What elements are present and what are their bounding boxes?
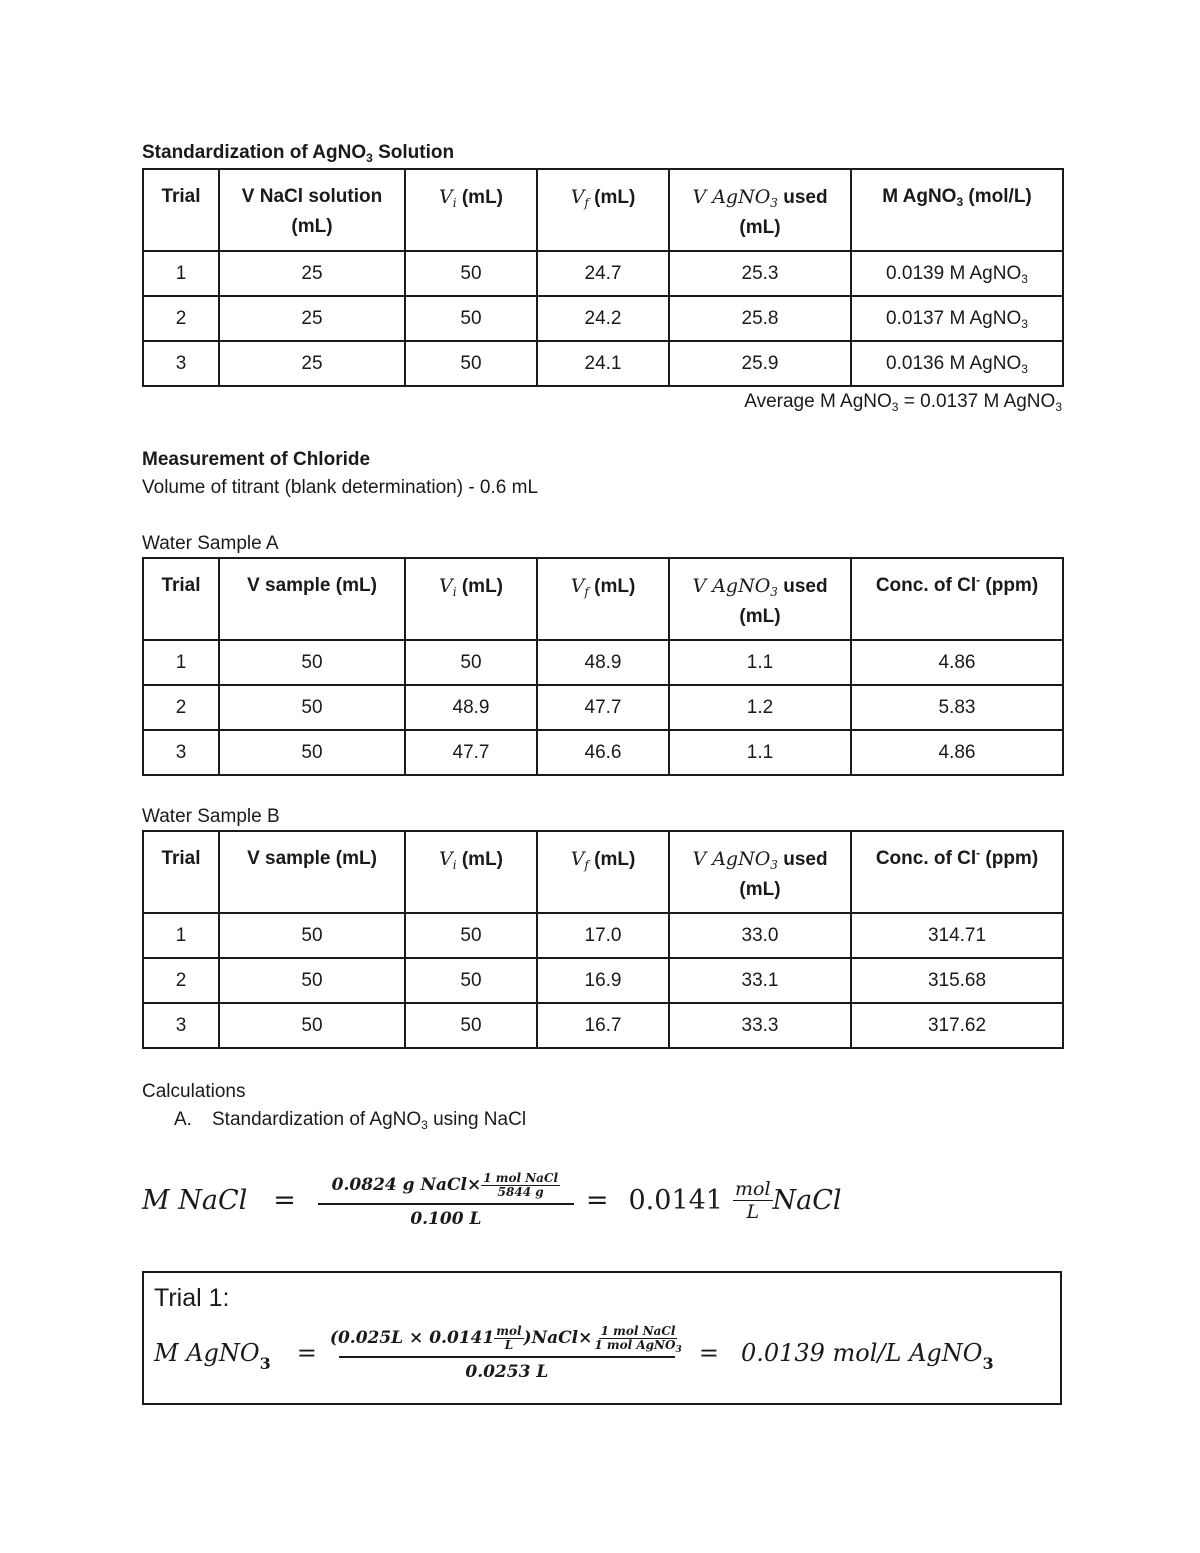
cell-trial: 3 [143, 341, 219, 386]
table-row [143, 296, 1063, 341]
cell-used: 1.2 [669, 685, 851, 730]
cell-conc: 317.62 [851, 1003, 1063, 1048]
cell-vf: 16.7 [537, 1003, 669, 1048]
cell-vf: 16.9 [537, 958, 669, 1003]
nacl-molarity-equation: M NaCl = 0.0824 g NaCl× 1 mol NaCl 5844 g 0.100 L = 0.0141 mol L NaCl [142, 1170, 842, 1229]
cell-conc: 314.71 [851, 913, 1063, 958]
eq-equals-2: = [585, 1184, 609, 1216]
cell-used: 33.0 [669, 913, 851, 958]
cell-vf: 24.2 [537, 296, 669, 341]
cell-molarity: 0.0137 M AgNO$_3$ [851, 296, 1063, 341]
cell-v: 50 [219, 913, 405, 958]
cell-v: 25 [219, 296, 405, 341]
cell-trial: 1 [143, 913, 219, 958]
sample-a-label: Water Sample A [142, 533, 279, 554]
eq-unit: mol L [734, 1177, 771, 1223]
eq-lhs: M NaCl [142, 1184, 248, 1216]
table-header-row [143, 558, 1063, 640]
calc-item-a: A. Standardization of AgNO$_3$ using NaCl [174, 1109, 527, 1132]
header-vi: $V_i$ (mL) [405, 831, 537, 913]
sample-b-label: Water Sample B [142, 806, 280, 827]
cell-vi: 50 [405, 1003, 537, 1048]
cell-vf: 24.7 [537, 251, 669, 296]
cell-vi: 50 [405, 913, 537, 958]
cell-used: 25.3 [669, 251, 851, 296]
cell-used: 33.3 [669, 1003, 851, 1048]
table-row [143, 730, 1063, 775]
cell-vi: 47.7 [405, 730, 537, 775]
cell-conc: 315.68 [851, 958, 1063, 1003]
header-molarity: M AgNO$_3$ (mol/L) [851, 169, 1063, 251]
cell-vf: 48.9 [537, 640, 669, 685]
cell-v: 25 [219, 341, 405, 386]
cell-trial: 3 [143, 1003, 219, 1048]
table-row [143, 640, 1063, 685]
eq-lhs: M AgNO$_3$ [154, 1339, 271, 1373]
cell-conc: 4.86 [851, 640, 1063, 685]
header-v-used: V AgNO$_3$ used (mL) [669, 558, 851, 640]
header-v-used: V AgNO$_3$ used (mL) [669, 169, 851, 251]
cell-conc: 5.83 [851, 685, 1063, 730]
cell-trial: 2 [143, 685, 219, 730]
cell-used: 1.1 [669, 640, 851, 685]
cell-v: 50 [219, 730, 405, 775]
cell-molarity: 0.0136 M AgNO$_3$ [851, 341, 1063, 386]
eq-equals-2: = [698, 1339, 719, 1367]
cell-molarity: 0.0139 M AgNO$_3$ [851, 251, 1063, 296]
cell-trial: 3 [143, 730, 219, 775]
header-trial: Trial [143, 169, 219, 251]
calculations-title: Calculations [142, 1081, 246, 1102]
table-header-row [143, 831, 1063, 913]
cell-used: 1.1 [669, 730, 851, 775]
cell-trial: 2 [143, 296, 219, 341]
header-vf: $V_f$ (mL) [537, 558, 669, 640]
header-trial: Trial [143, 831, 219, 913]
blank-determination: Volume of titrant (blank determination) - 0.6 mL [142, 477, 539, 498]
eq-equals: = [273, 1184, 296, 1216]
header-trial: Trial [143, 558, 219, 640]
sample-a-table [142, 557, 1064, 776]
cell-vf: 47.7 [537, 685, 669, 730]
section-standardization-title: Standardization of AgNO$_3$ Solution [142, 142, 455, 165]
eq-result: 0.0141 [628, 1184, 723, 1216]
table-row [143, 913, 1063, 958]
cell-vf: 24.1 [537, 341, 669, 386]
cell-vi: 50 [405, 640, 537, 685]
header-vf: $V_f$ (mL) [537, 831, 669, 913]
header-vi: $V_i$ (mL) [405, 169, 537, 251]
table-row [143, 685, 1063, 730]
table-row [143, 1003, 1063, 1048]
cell-vi: 48.9 [405, 685, 537, 730]
cell-v: 50 [219, 640, 405, 685]
cell-vi: 50 [405, 341, 537, 386]
table-row [143, 251, 1063, 296]
table-row [143, 341, 1063, 386]
header-v-nacl: V NaCl solution (mL) [219, 169, 405, 251]
average-molarity: Average M AgNO$_3$ = 0.0137 M AgNO$_3$ [744, 391, 1062, 414]
cell-vf: 46.6 [537, 730, 669, 775]
list-marker: A. [174, 1109, 192, 1130]
cell-v: 50 [219, 1003, 405, 1048]
document-page [142, 140, 1062, 1405]
cell-used: 25.8 [669, 296, 851, 341]
eq-fraction: (0.025L × 0.0141 mol L )NaCl× 1 mol NaCl 1 mol AgNO$_3$ 0.0253 L [329, 1323, 682, 1382]
header-conc: Conc. of Cl- (ppm) [851, 558, 1063, 640]
cell-trial: 1 [143, 251, 219, 296]
cell-used: 33.1 [669, 958, 851, 1003]
cell-v: 25 [219, 251, 405, 296]
agno3-molarity-equation [154, 1313, 1050, 1393]
header-vf: $V_f$ (mL) [537, 169, 669, 251]
cell-trial: 1 [143, 640, 219, 685]
trial-1-calculation-box [142, 1271, 1062, 1405]
standardization-table [142, 168, 1064, 387]
cell-used: 25.9 [669, 341, 851, 386]
header-vi: $V_i$ (mL) [405, 558, 537, 640]
sample-b-table [142, 830, 1064, 1049]
table-row [143, 958, 1063, 1003]
table-header-row [143, 169, 1063, 251]
eq-equals: = [296, 1339, 317, 1367]
cell-trial: 2 [143, 958, 219, 1003]
cell-vi: 50 [405, 296, 537, 341]
trial-1-label: Trial 1: [154, 1284, 230, 1312]
eq-result: 0.0139 mol/L AgNO$_3$ [740, 1339, 994, 1373]
section-chloride-title: Measurement of Chloride [142, 449, 371, 470]
cell-v: 50 [219, 685, 405, 730]
eq-fraction: 0.0824 g NaCl× 1 mol NaCl 5844 g 0.100 L [318, 1172, 574, 1229]
cell-conc: 4.86 [851, 730, 1063, 775]
cell-vf: 17.0 [537, 913, 669, 958]
cell-vi: 50 [405, 958, 537, 1003]
header-v-used: V AgNO$_3$ used (mL) [669, 831, 851, 913]
header-v-sample: V sample (mL) [219, 558, 405, 640]
cell-v: 50 [219, 958, 405, 1003]
header-conc: Conc. of Cl- (ppm) [851, 831, 1063, 913]
header-v-sample: V sample (mL) [219, 831, 405, 913]
cell-vi: 50 [405, 251, 537, 296]
